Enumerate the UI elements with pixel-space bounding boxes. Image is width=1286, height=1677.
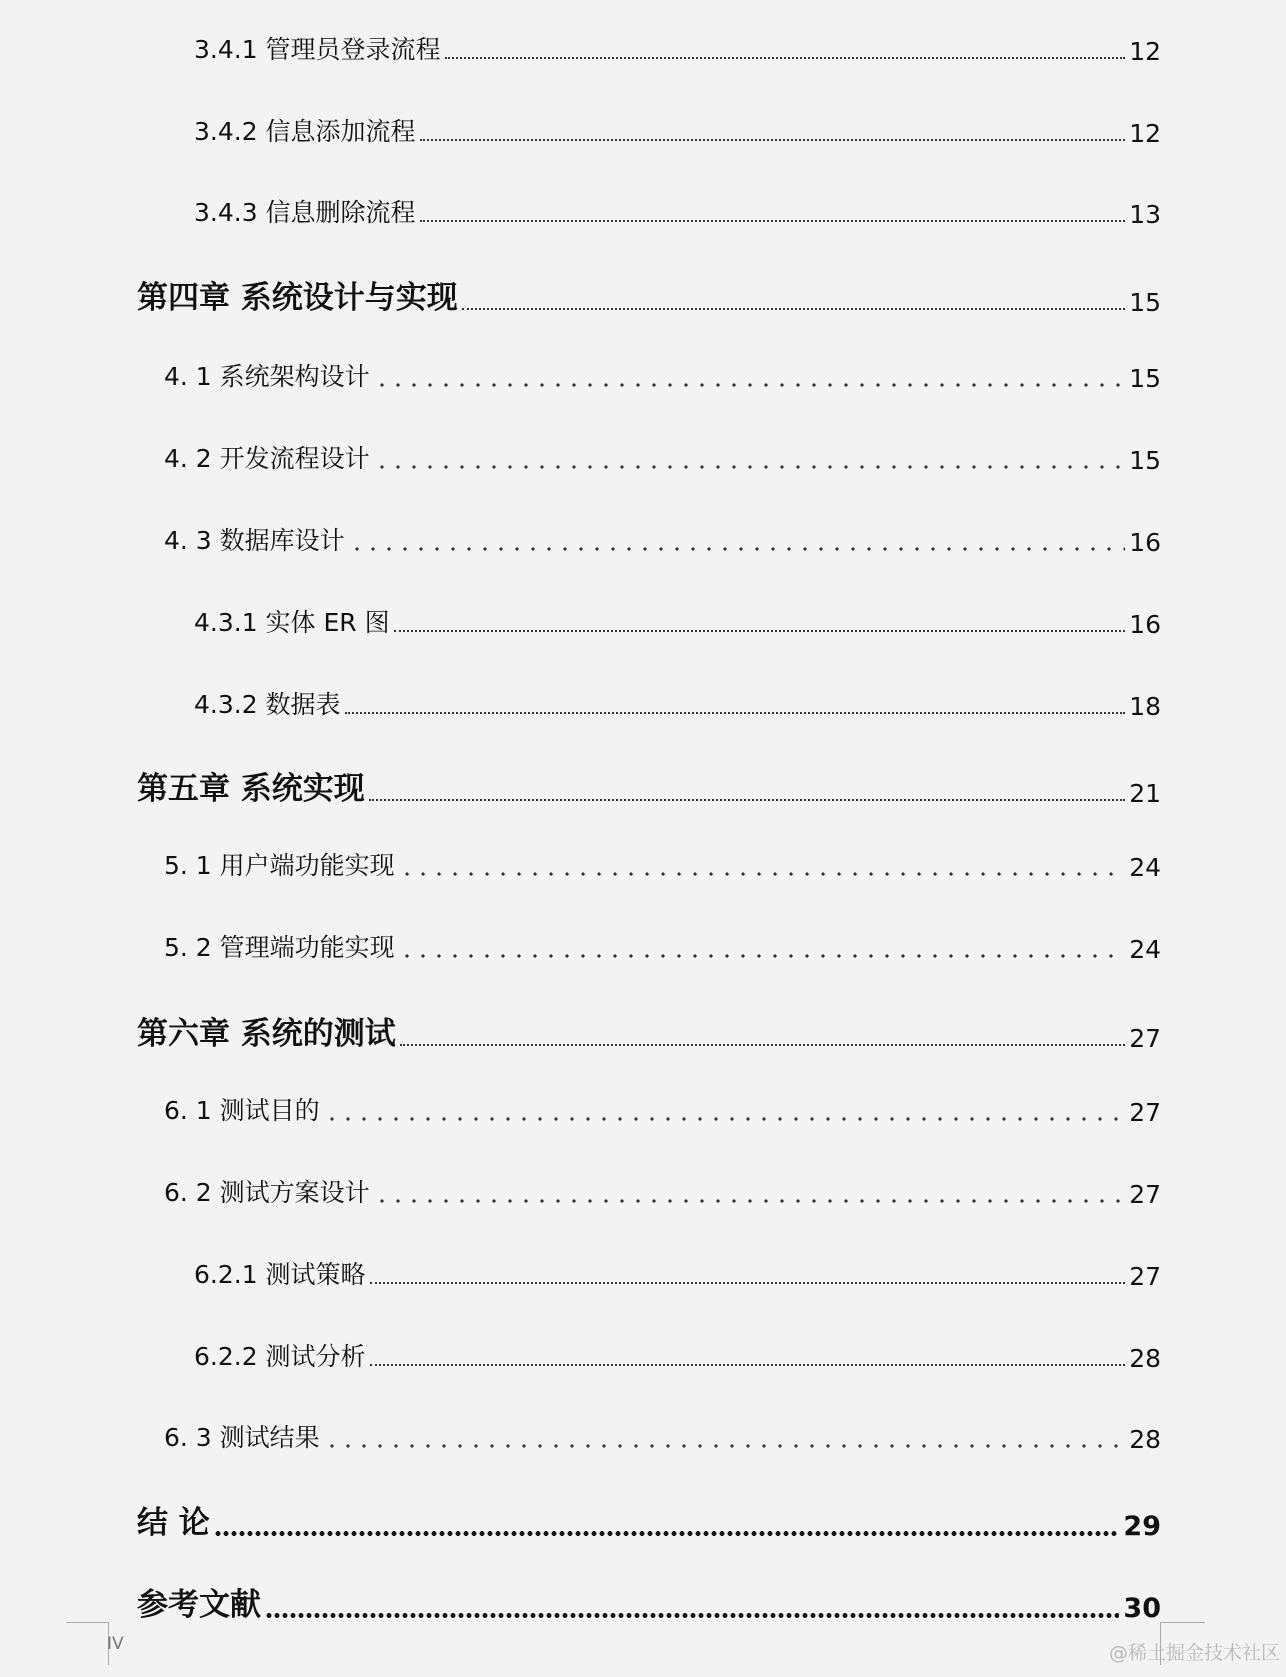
dot-leader	[324, 1444, 1126, 1448]
toc-entry-label: 6.2.2 测试分析	[194, 1342, 366, 1371]
toc-entry-page: 15	[1129, 364, 1161, 393]
toc-entry-label: 6. 3 测试结果	[164, 1423, 320, 1452]
dot-leader	[374, 465, 1126, 469]
toc-entry-6-3[interactable]	[164, 1418, 1161, 1454]
dot-leader	[374, 383, 1126, 387]
toc-entry-page: 27	[1129, 1262, 1161, 1291]
toc-entry-chapter-5[interactable]	[137, 763, 1161, 808]
toc-entry-label: 3.4.2 信息添加流程	[194, 117, 416, 146]
toc-entry-label: 4. 2 开发流程设计	[164, 444, 370, 473]
toc-entry-label: 6. 1 测试目的	[164, 1096, 320, 1125]
toc-entry-label: 参考文献	[137, 1587, 261, 1623]
toc-entry-5-1[interactable]	[164, 846, 1161, 882]
dot-leader	[399, 954, 1126, 958]
toc-entry-label: 4.3.1 实体 ER 图	[194, 608, 390, 637]
toc-entry-4-1[interactable]	[164, 357, 1161, 393]
toc-entry-page: 28	[1129, 1425, 1161, 1454]
toc-entry-page: 18	[1129, 692, 1161, 721]
toc-entry-3-4-2[interactable]	[194, 112, 1161, 148]
page-corner-mark-left	[66, 1622, 109, 1665]
footer-page-number: IV	[107, 1634, 124, 1654]
dot-leader	[445, 57, 1126, 59]
toc-entry-page: 16	[1129, 528, 1161, 557]
toc-entry-label: 结 论	[137, 1505, 210, 1541]
toc-entry-page: 16	[1129, 610, 1161, 639]
dot-leader	[370, 1282, 1126, 1284]
toc-entry-4-2[interactable]	[164, 439, 1161, 475]
toc-entry-3-4-1[interactable]	[194, 30, 1161, 66]
toc-entry-page: 24	[1129, 935, 1161, 964]
toc-entry-6-2[interactable]	[164, 1173, 1161, 1209]
dot-leader	[400, 1044, 1125, 1046]
toc-entry-label: 6. 2 测试方案设计	[164, 1178, 370, 1207]
toc-entry-chapter-6[interactable]	[137, 1008, 1161, 1053]
toc-entry-4-3[interactable]	[164, 521, 1161, 557]
dot-leader	[349, 547, 1126, 551]
toc-entry-label: 第五章 系统实现	[137, 771, 365, 807]
toc-entry-6-1[interactable]	[164, 1091, 1161, 1127]
toc-entry-page: 12	[1129, 119, 1161, 148]
toc-entry-page: 13	[1129, 200, 1161, 229]
dot-leader	[399, 872, 1126, 876]
toc-entry-page: 30	[1123, 1593, 1161, 1624]
toc-entry-3-4-3[interactable]	[194, 193, 1161, 229]
toc-entry-page: 29	[1123, 1511, 1161, 1542]
toc-entry-page: 15	[1129, 446, 1161, 475]
toc-entry-page: 27	[1129, 1098, 1161, 1127]
dot-leader	[420, 139, 1126, 141]
dot-leader	[370, 1364, 1126, 1366]
toc-entry-label: 5. 2 管理端功能实现	[164, 933, 395, 962]
dot-leader	[345, 712, 1126, 714]
toc-entry-label: 5. 1 用户端功能实现	[164, 851, 395, 880]
toc-entry-4-3-2[interactable]	[194, 685, 1161, 721]
dot-leader	[374, 1199, 1126, 1203]
dot-leader	[369, 799, 1125, 801]
toc-entry-label: 3.4.1 管理员登录流程	[194, 35, 441, 64]
toc-entry-6-2-2[interactable]	[194, 1337, 1161, 1373]
toc-entry-page: 27	[1129, 1180, 1161, 1209]
toc-entry-label: 4. 3 数据库设计	[164, 526, 345, 555]
toc-entry-page: 21	[1129, 779, 1161, 808]
dot-leader	[324, 1117, 1126, 1121]
toc-entry-page: 12	[1129, 37, 1161, 66]
dot-leader	[265, 1613, 1119, 1618]
toc-entry-label: 3.4.3 信息删除流程	[194, 198, 416, 227]
dot-leader	[214, 1531, 1120, 1536]
toc-entry-page: 28	[1129, 1344, 1161, 1373]
toc-entry-conclusion[interactable]	[137, 1497, 1161, 1542]
toc-entry-references[interactable]	[137, 1579, 1161, 1624]
toc-entry-page: 24	[1129, 853, 1161, 882]
toc-entry-label: 6.2.1 测试策略	[194, 1260, 366, 1289]
toc-entry-page: 27	[1129, 1024, 1161, 1053]
toc-entry-4-3-1[interactable]	[194, 603, 1161, 639]
toc-entry-5-2[interactable]	[164, 928, 1161, 964]
toc-entry-label: 第六章 系统的测试	[137, 1016, 396, 1052]
toc-entry-label: 4. 1 系统架构设计	[164, 362, 370, 391]
dot-leader	[462, 308, 1125, 310]
dot-leader	[420, 220, 1126, 222]
dot-leader	[394, 630, 1126, 632]
toc-entry-6-2-1[interactable]	[194, 1255, 1161, 1291]
toc-entry-label: 第四章 系统设计与实现	[137, 280, 458, 316]
toc-entry-page: 15	[1129, 288, 1161, 317]
toc-entry-label: 4.3.2 数据表	[194, 690, 341, 719]
watermark-text: @稀土掘金技术社区	[1108, 1642, 1280, 1664]
toc-entry-chapter-4[interactable]	[137, 272, 1161, 317]
